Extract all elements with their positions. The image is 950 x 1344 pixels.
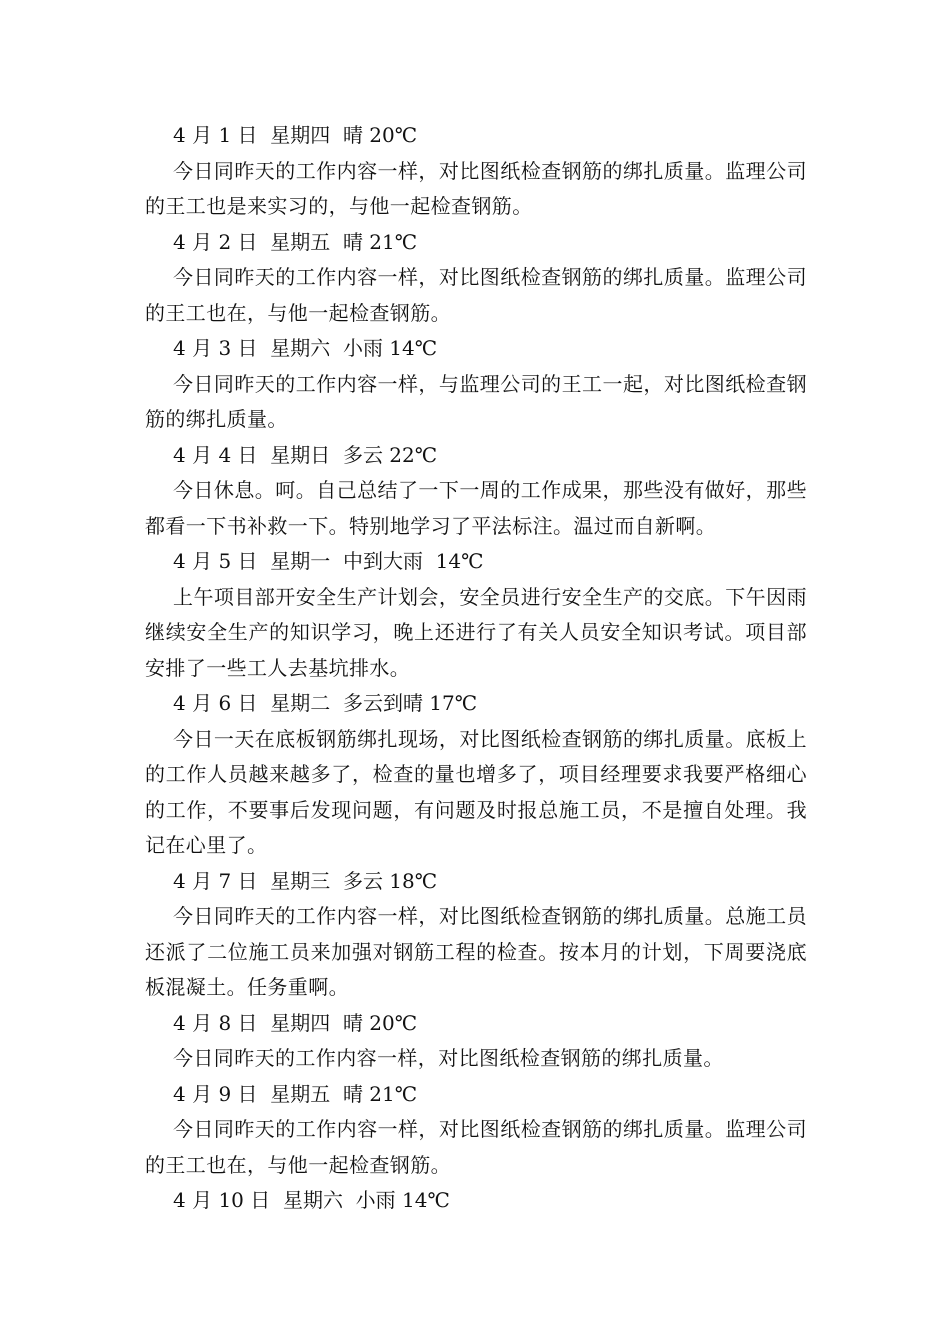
entry-date-line: 4 月 6 日 星期二 多云到晴 17℃ bbox=[173, 691, 478, 715]
entry-date-line: 4 月 8 日 星期四 晴 20℃ bbox=[173, 1010, 418, 1035]
diary-entry bbox=[145, 1077, 807, 1184]
entry-date-line: 4 月 5 日 星期一 中到大雨 14℃ bbox=[173, 549, 484, 573]
diary-entry bbox=[145, 864, 807, 1006]
entry-date-line: 4 月 10 日 星期六 小雨 14℃ bbox=[173, 1188, 450, 1212]
diary-entry bbox=[145, 118, 807, 225]
diary-entry bbox=[145, 438, 807, 545]
entry-body: 今日休息。呵。自己总结了一下一周的工作成果，那些没有做好，那些都看一下书补救一下。特别地学习了平法标注。温过而自新啊。 bbox=[145, 478, 807, 538]
entry-body: 上午项目部开安全生产计划会，安全员进行安全生产的交底。下午因雨继续安全生产的知识学习，晚上还进行了有关人员安全知识考试。项目部安排了一些工人去基坑排水。 bbox=[145, 584, 807, 680]
entry-date-line: 4 月 9 日 星期五 晴 21℃ bbox=[173, 1081, 418, 1106]
diary-entry bbox=[145, 225, 807, 332]
entry-date-line: 4 月 1 日 星期四 晴 20℃ bbox=[173, 123, 418, 147]
entry-date-line: 4 月 3 日 星期六 小雨 14℃ bbox=[173, 336, 438, 360]
diary-entry bbox=[145, 686, 807, 864]
entry-date-line: 4 月 2 日 星期五 晴 21℃ bbox=[173, 229, 418, 254]
diary-entry bbox=[145, 1183, 807, 1219]
entry-body: 今日同昨天的工作内容一样，与监理公司的王工一起，对比图纸检查钢筋的绑扎质量。 bbox=[145, 371, 807, 431]
entry-body: 今日同昨天的工作内容一样，对比图纸检查钢筋的绑扎质量。 bbox=[173, 1046, 724, 1070]
entry-body: 今日一天在底板钢筋绑扎现场，对比图纸检查钢筋的绑扎质量。底板上的工作人员越来越多了，检查的量也增多了，项目经理要求我要严格细心的工作，不要事后发现问题，有问题及时报总施工员，不是擅自处理。我记在心里了。 bbox=[145, 726, 807, 857]
entry-body: 今日同昨天的工作内容一样，对比图纸检查钢筋的绑扎质量。总施工员还派了二位施工员来加强对钢筋工程的检查。按本月的计划，下周要浇底板混凝土。任务重啊。 bbox=[145, 904, 807, 999]
diary-entry bbox=[145, 331, 807, 438]
entry-date-line: 4 月 4 日 星期日 多云 22℃ bbox=[173, 442, 438, 467]
entry-body: 今日同昨天的工作内容一样，对比图纸检查钢筋的绑扎质量。监理公司的王工也在，与他一起检查钢筋。 bbox=[145, 265, 807, 325]
entry-body: 今日同昨天的工作内容一样，对比图纸检查钢筋的绑扎质量。监理公司的王工也在，与他一起检查钢筋。 bbox=[145, 1117, 807, 1177]
entry-date-line: 4 月 7 日 星期三 多云 18℃ bbox=[173, 868, 438, 893]
entry-body: 今日同昨天的工作内容一样，对比图纸检查钢筋的绑扎质量。监理公司的王工也是来实习的，与他一起检查钢筋。 bbox=[145, 158, 807, 218]
diary-content bbox=[145, 118, 807, 1219]
diary-entry bbox=[145, 544, 807, 686]
diary-entry bbox=[145, 1006, 807, 1077]
